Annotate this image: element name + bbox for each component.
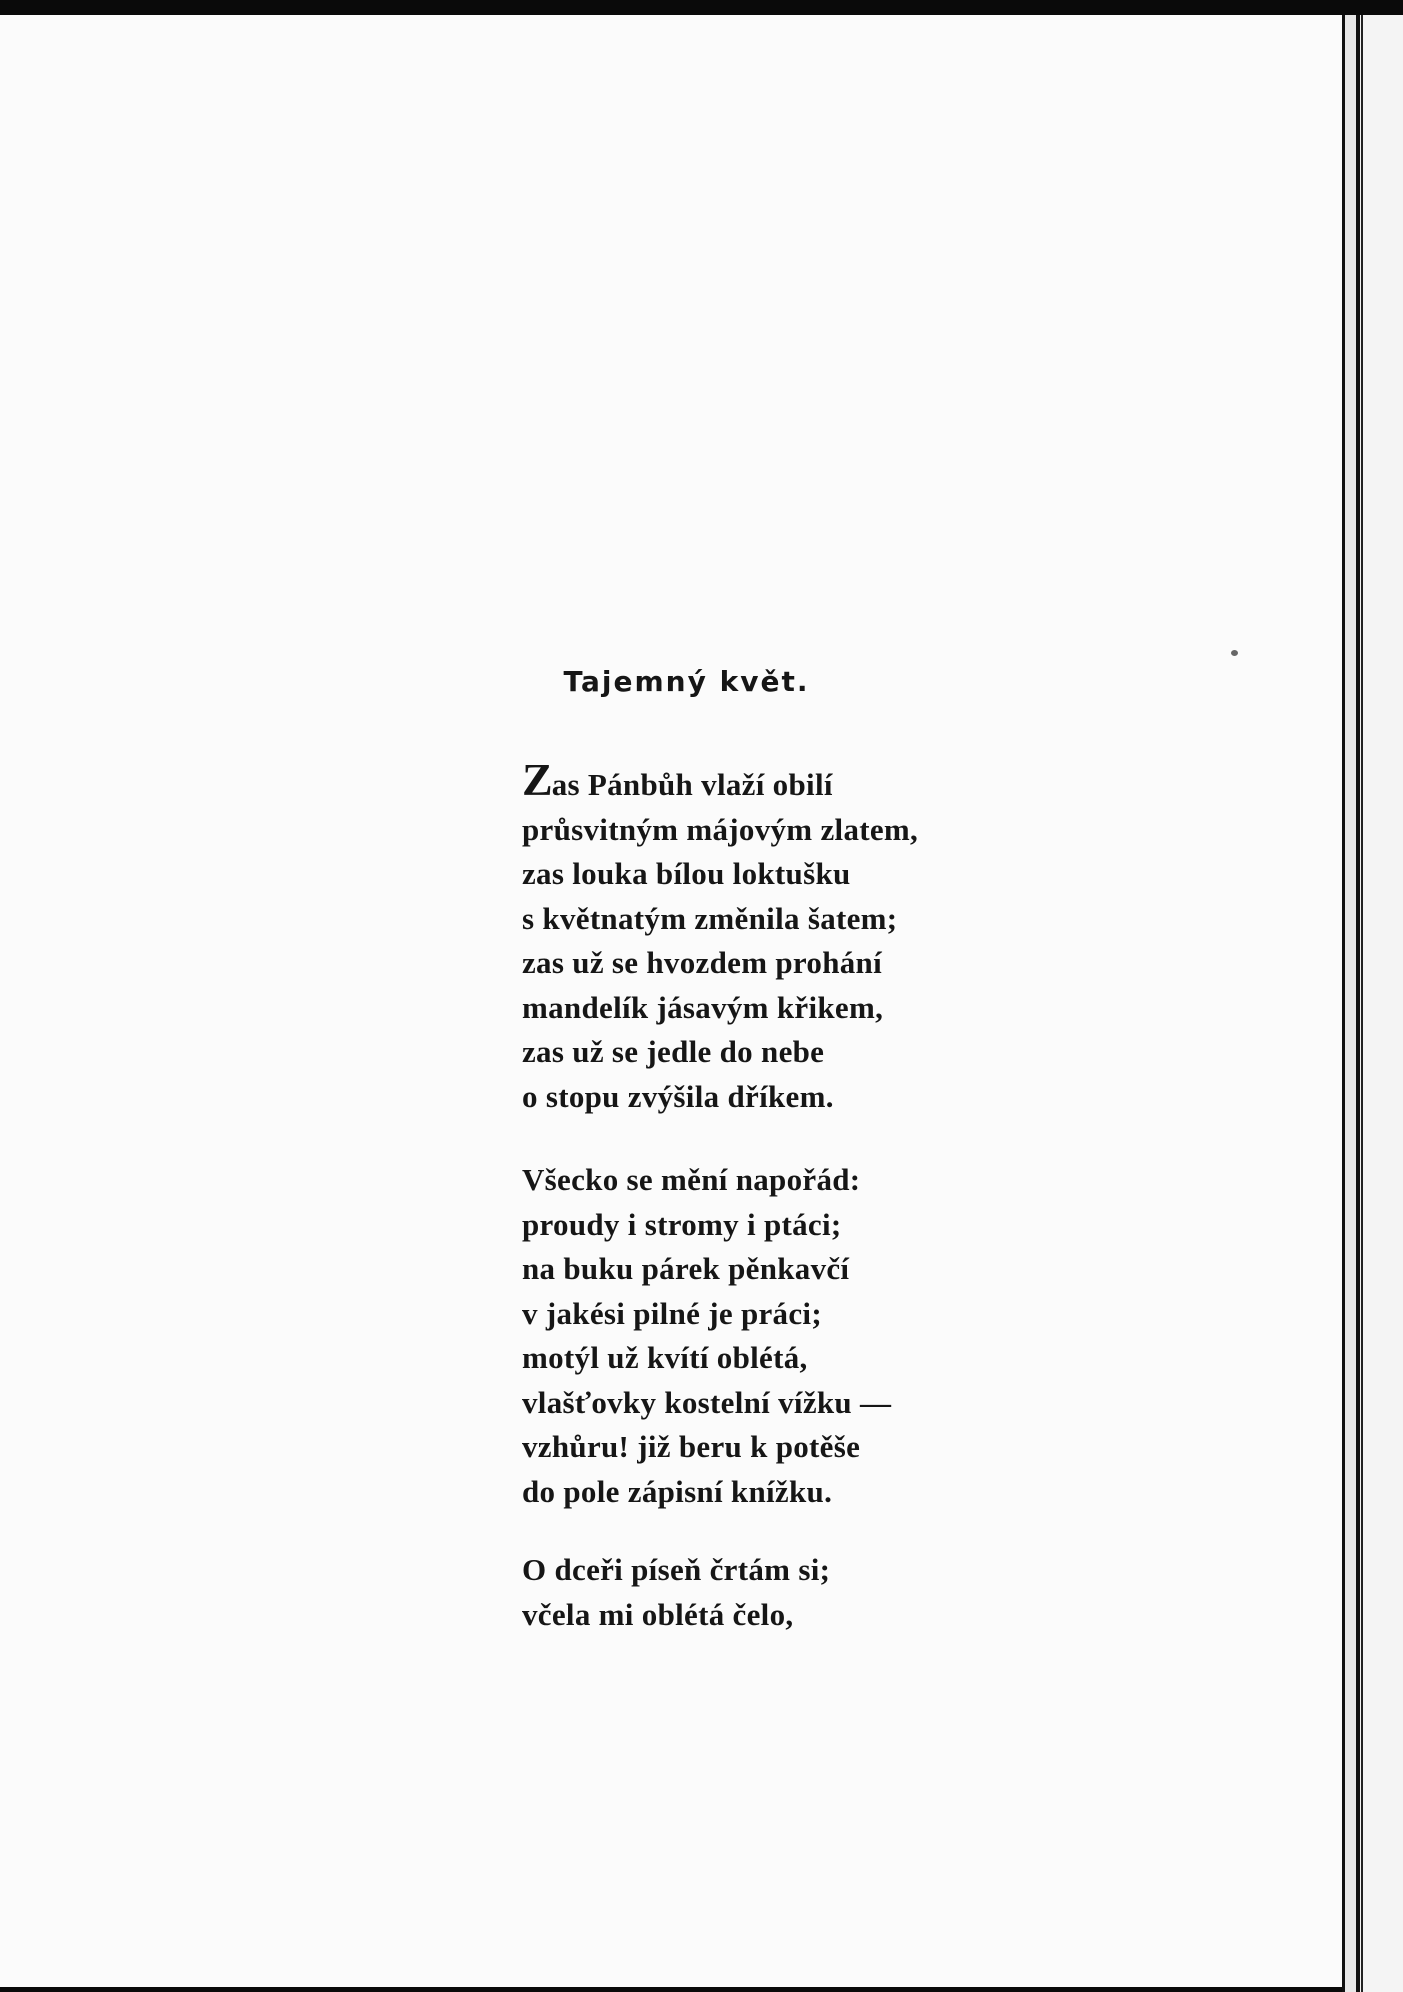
verse-line: v jakési pilné je práci; (522, 1295, 822, 1331)
page-gutter (1343, 15, 1357, 1992)
facing-page-edge-line (1361, 15, 1363, 1992)
verse-line: Zas Pánbůh vlaží obilí (522, 754, 833, 805)
poem-title: Tajemný květ. (563, 665, 810, 698)
verse-line: včela mi oblétá čelo, (522, 1596, 794, 1632)
stanza-3 (522, 1548, 830, 1637)
verse-line: vzhůru! již beru k potěše (522, 1429, 861, 1464)
facing-page-edge (1360, 15, 1403, 1992)
verse-line: zas louka bílou loktušku (522, 856, 851, 891)
verse-line: průsvitným májovým zlatem, (522, 811, 919, 847)
stanza-1 (522, 754, 919, 1119)
verse-line: proudy i stromy i ptáci; (522, 1206, 842, 1242)
verse-line: zas už se jedle do nebe (522, 1034, 825, 1069)
verse-line: do pole zápisní knížku. (522, 1473, 833, 1509)
verse-line: motýl už kvítí oblétá, (522, 1340, 808, 1375)
verse-line: zas už se hvozdem prohání (522, 945, 883, 980)
verse-line: na buku párek pěnkavčí (522, 1251, 850, 1286)
initial-letter: Z (522, 754, 552, 805)
verse-line: s květnatým změnila šatem; (522, 900, 898, 936)
verse-line: O dceři píseň črtám si; (522, 1552, 831, 1587)
verse-line: vlašťovky kostelní vížku — (522, 1384, 892, 1420)
verse-line: mandelík jásavým křikem, (522, 989, 884, 1025)
stanza-2 (522, 1158, 891, 1514)
verse-line: o stopu zvýšila dříkem. (522, 1078, 834, 1114)
verse-line: Všecko se mění napořád: (522, 1162, 861, 1197)
